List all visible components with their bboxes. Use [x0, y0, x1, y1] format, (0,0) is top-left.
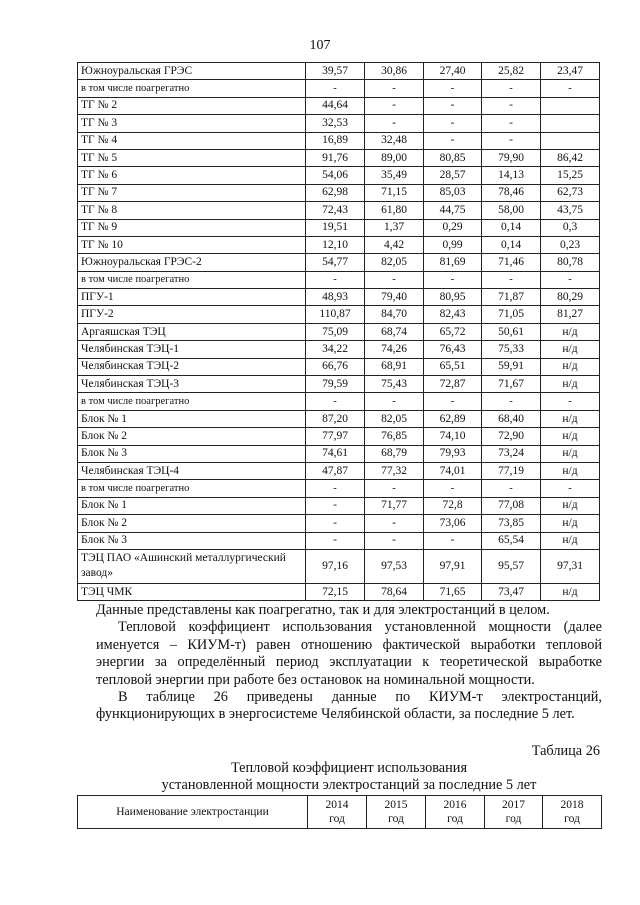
value-cell: - — [541, 271, 600, 288]
value-cell: 32,48 — [365, 132, 424, 149]
table-row — [78, 515, 600, 532]
station-name-cell: ТГ № 7 — [78, 184, 306, 201]
value-cell: 28,57 — [424, 167, 482, 184]
station-name-cell: ТГ № 10 — [78, 236, 306, 253]
table-row — [78, 358, 600, 375]
value-cell: 0,3 — [541, 219, 600, 236]
value-cell: 16,89 — [306, 132, 365, 149]
table-26-header-row — [78, 796, 602, 829]
value-cell: - — [424, 532, 482, 549]
value-cell: 39,57 — [306, 63, 365, 80]
value-cell: 54,77 — [306, 254, 365, 271]
value-cell: 71,65 — [424, 583, 482, 600]
value-cell: 19,51 — [306, 219, 365, 236]
value-cell: 77,08 — [482, 497, 541, 514]
value-cell: 71,87 — [482, 289, 541, 306]
value-cell: 95,57 — [482, 549, 541, 583]
page-number: 107 — [309, 38, 331, 53]
value-cell: 44,64 — [306, 97, 365, 114]
table-row — [78, 184, 600, 201]
value-cell: 75,43 — [365, 376, 424, 393]
value-cell: 68,40 — [482, 410, 541, 427]
station-name-cell: Блок № 3 — [78, 445, 306, 462]
value-cell: н/д — [541, 583, 600, 600]
value-cell: - — [482, 80, 541, 97]
table-row — [78, 63, 600, 80]
station-name-cell: Блок № 1 — [78, 410, 306, 427]
value-cell: - — [365, 97, 424, 114]
value-cell: - — [424, 132, 482, 149]
value-cell: 75,09 — [306, 323, 365, 340]
value-cell: - — [541, 480, 600, 497]
year-label: 2018 — [560, 799, 584, 811]
value-cell: - — [306, 497, 365, 514]
value-cell: 87,20 — [306, 410, 365, 427]
value-cell: 34,22 — [306, 341, 365, 358]
value-cell: 43,75 — [541, 202, 600, 219]
value-cell: - — [365, 480, 424, 497]
table-row — [78, 480, 600, 497]
station-name-cell: ТГ № 9 — [78, 219, 306, 236]
value-cell: 74,01 — [424, 462, 482, 479]
table-row — [78, 532, 600, 549]
value-cell: 71,46 — [482, 254, 541, 271]
value-cell: 59,91 — [482, 358, 541, 375]
value-cell: 68,91 — [365, 358, 424, 375]
station-name-cell: Аргаяшская ТЭЦ — [78, 323, 306, 340]
value-cell: 12,10 — [306, 236, 365, 253]
value-cell: - — [306, 80, 365, 97]
value-cell: 85,03 — [424, 184, 482, 201]
table-row — [78, 97, 600, 114]
header-year-cell — [367, 796, 426, 829]
value-cell: 71,77 — [365, 497, 424, 514]
value-cell: 61,80 — [365, 202, 424, 219]
station-name-cell: Блок № 2 — [78, 428, 306, 445]
value-cell: 62,89 — [424, 410, 482, 427]
table-row — [78, 219, 600, 236]
value-cell: н/д — [541, 428, 600, 445]
table-row — [78, 254, 600, 271]
unit-label: год — [388, 813, 404, 825]
value-cell: 97,53 — [365, 549, 424, 583]
station-name-cell: в том числе поагрегатно — [78, 480, 306, 497]
value-cell: 72,8 — [424, 497, 482, 514]
value-cell: - — [424, 480, 482, 497]
value-cell — [541, 115, 600, 132]
value-cell: н/д — [541, 376, 600, 393]
value-cell: 86,42 — [541, 149, 600, 166]
value-cell: 72,90 — [482, 428, 541, 445]
value-cell: 80,95 — [424, 289, 482, 306]
table-26-label: Таблица 26 — [531, 743, 600, 759]
year-label: 2017 — [502, 799, 525, 811]
value-cell: 0,99 — [424, 236, 482, 253]
unit-label: год — [564, 813, 580, 825]
value-cell: 97,91 — [424, 549, 482, 583]
value-cell: 82,43 — [424, 306, 482, 323]
value-cell: - — [306, 393, 365, 410]
value-cell: 74,61 — [306, 445, 365, 462]
value-cell: 0,14 — [482, 219, 541, 236]
unit-label: год — [447, 813, 463, 825]
station-name-cell: ТЭЦ ЧМК — [78, 583, 306, 600]
header-year-cell — [308, 796, 367, 829]
value-cell: 73,06 — [424, 515, 482, 532]
station-name-cell: Челябинская ТЭЦ-4 — [78, 462, 306, 479]
value-cell — [541, 132, 600, 149]
value-cell: 75,33 — [482, 341, 541, 358]
table-row — [78, 376, 600, 393]
value-cell: - — [482, 480, 541, 497]
value-cell: - — [424, 97, 482, 114]
table-26-title — [96, 760, 602, 795]
table-row — [78, 428, 600, 445]
station-name-cell: ТГ № 4 — [78, 132, 306, 149]
value-cell: 62,98 — [306, 184, 365, 201]
value-cell: 80,29 — [541, 289, 600, 306]
unit-label: год — [329, 813, 345, 825]
kium-table-body — [78, 63, 600, 601]
value-cell: 32,53 — [306, 115, 365, 132]
value-cell: - — [482, 97, 541, 114]
value-cell: 81,69 — [424, 254, 482, 271]
table-row — [78, 462, 600, 479]
value-cell: - — [365, 271, 424, 288]
value-cell: 72,15 — [306, 583, 365, 600]
value-cell: 47,87 — [306, 462, 365, 479]
value-cell: 30,86 — [365, 63, 424, 80]
value-cell: - — [365, 532, 424, 549]
table-26-title-line-1: Тепловой коэффициент использования — [230, 760, 468, 776]
station-name-cell: Блок № 2 — [78, 515, 306, 532]
value-cell: 44,75 — [424, 202, 482, 219]
value-cell: - — [482, 115, 541, 132]
value-cell: 91,76 — [306, 149, 365, 166]
value-cell: 0,23 — [541, 236, 600, 253]
value-cell: 62,73 — [541, 184, 600, 201]
value-cell: - — [365, 393, 424, 410]
value-cell: 65,72 — [424, 323, 482, 340]
value-cell: - — [541, 80, 600, 97]
value-cell: 79,59 — [306, 376, 365, 393]
value-cell: 71,05 — [482, 306, 541, 323]
table-row — [78, 271, 600, 288]
year-label: 2014 — [325, 799, 349, 811]
value-cell: - — [306, 271, 365, 288]
value-cell: - — [424, 80, 482, 97]
value-cell: 65,54 — [482, 532, 541, 549]
table-row — [78, 167, 600, 184]
value-cell: н/д — [541, 358, 600, 375]
value-cell: - — [424, 115, 482, 132]
year-label: 2015 — [384, 799, 408, 811]
table-row — [78, 149, 600, 166]
table-row — [78, 583, 600, 600]
value-cell: 82,05 — [365, 410, 424, 427]
station-name-cell: Челябинская ТЭЦ-1 — [78, 341, 306, 358]
table-row — [78, 202, 600, 219]
value-cell: - — [482, 271, 541, 288]
table-26 — [77, 795, 602, 829]
value-cell: 54,06 — [306, 167, 365, 184]
value-cell: 68,74 — [365, 323, 424, 340]
value-cell: - — [482, 393, 541, 410]
value-cell: н/д — [541, 462, 600, 479]
station-name-cell: ТГ № 8 — [78, 202, 306, 219]
table-row — [78, 341, 600, 358]
paragraph-2: Тепловой коэффициент использования установленной мощности (далее именуется – КИУМ-т) равен отношению фактической выработки тепловой энергии за определённый период эксплуатации к теоретической выработке тепловой энергии при работе без остановок на номинальной мощности. — [96, 619, 602, 688]
header-year-cell — [543, 796, 602, 829]
value-cell: 78,64 — [365, 583, 424, 600]
table-row — [78, 323, 600, 340]
value-cell: 82,05 — [365, 254, 424, 271]
table-row — [78, 445, 600, 462]
value-cell: н/д — [541, 515, 600, 532]
value-cell: 0,14 — [482, 236, 541, 253]
value-cell: 74,26 — [365, 341, 424, 358]
value-cell: 48,93 — [306, 289, 365, 306]
header-year-cell — [426, 796, 485, 829]
value-cell: 66,76 — [306, 358, 365, 375]
station-name-cell: в том числе поагрегатно — [78, 271, 306, 288]
value-cell: н/д — [541, 323, 600, 340]
table-row — [78, 132, 600, 149]
station-name-cell: Блок № 1 — [78, 497, 306, 514]
value-cell: 79,90 — [482, 149, 541, 166]
value-cell: 97,16 — [306, 549, 365, 583]
value-cell: 80,85 — [424, 149, 482, 166]
value-cell: - — [306, 480, 365, 497]
value-cell: 1,37 — [365, 219, 424, 236]
table-row — [78, 289, 600, 306]
value-cell: н/д — [541, 341, 600, 358]
value-cell: 50,61 — [482, 323, 541, 340]
value-cell: 0,29 — [424, 219, 482, 236]
value-cell: 71,15 — [365, 184, 424, 201]
value-cell: - — [365, 515, 424, 532]
value-cell: 80,78 — [541, 254, 600, 271]
value-cell: - — [365, 80, 424, 97]
value-cell: 77,97 — [306, 428, 365, 445]
value-cell: 79,93 — [424, 445, 482, 462]
station-name-cell: ТГ № 6 — [78, 167, 306, 184]
value-cell: - — [482, 132, 541, 149]
value-cell: н/д — [541, 497, 600, 514]
station-name-cell: Челябинская ТЭЦ-3 — [78, 376, 306, 393]
header-year-cell — [485, 796, 543, 829]
table-row — [78, 549, 600, 583]
station-name-cell: Южноуральская ГРЭС — [78, 63, 306, 80]
paragraph-3: В таблице 26 приведены данные по КИУМ-т электростанций, функционирующих в энергосистеме Челябинской области, за последние 5 лет. — [96, 689, 602, 723]
station-name-cell: ТГ № 2 — [78, 97, 306, 114]
station-name-cell: ПГУ-1 — [78, 289, 306, 306]
value-cell: 73,47 — [482, 583, 541, 600]
value-cell: 23,47 — [541, 63, 600, 80]
body-text — [96, 602, 602, 724]
value-cell: - — [306, 515, 365, 532]
value-cell: 84,70 — [365, 306, 424, 323]
station-name-cell: в том числе поагрегатно — [78, 393, 306, 410]
value-cell: 71,67 — [482, 376, 541, 393]
value-cell: - — [306, 532, 365, 549]
table-row — [78, 410, 600, 427]
table-26-title-line-2: установленной мощности электростанций за последние 5 лет — [161, 777, 537, 794]
table-row — [78, 80, 600, 97]
value-cell — [541, 97, 600, 114]
kium-table-continued — [77, 62, 600, 601]
value-cell: 81,27 — [541, 306, 600, 323]
value-cell: 73,24 — [482, 445, 541, 462]
value-cell: 76,43 — [424, 341, 482, 358]
station-name-cell: ПГУ-2 — [78, 306, 306, 323]
value-cell: н/д — [541, 532, 600, 549]
station-name-cell: ТЭЦ ПАО «Ашинский металлургический завод» — [78, 549, 306, 583]
value-cell: 110,87 — [306, 306, 365, 323]
station-name-cell: ТГ № 5 — [78, 149, 306, 166]
value-cell: - — [424, 393, 482, 410]
value-cell: 65,51 — [424, 358, 482, 375]
value-cell: - — [541, 393, 600, 410]
value-cell: 72,87 — [424, 376, 482, 393]
station-name-cell: Блок № 3 — [78, 532, 306, 549]
value-cell: н/д — [541, 445, 600, 462]
value-cell: 76,85 — [365, 428, 424, 445]
value-cell: 27,40 — [424, 63, 482, 80]
paragraph-1: Данные представлены как поагрегатно, так и для электростанций в целом. — [96, 602, 550, 618]
value-cell: 25,82 — [482, 63, 541, 80]
value-cell: 4,42 — [365, 236, 424, 253]
table-row — [78, 497, 600, 514]
year-label: 2016 — [443, 799, 467, 811]
table-row — [78, 393, 600, 410]
value-cell: 58,00 — [482, 202, 541, 219]
value-cell: 78,46 — [482, 184, 541, 201]
table-row — [78, 115, 600, 132]
value-cell: - — [365, 115, 424, 132]
station-name-cell: Южноуральская ГРЭС-2 — [78, 254, 306, 271]
value-cell: н/д — [541, 410, 600, 427]
station-name-cell: ТГ № 3 — [78, 115, 306, 132]
unit-label: год — [505, 813, 522, 825]
value-cell: 77,32 — [365, 462, 424, 479]
value-cell: 35,49 — [365, 167, 424, 184]
value-cell: 77,19 — [482, 462, 541, 479]
value-cell: 74,10 — [424, 428, 482, 445]
value-cell: 14,13 — [482, 167, 541, 184]
value-cell: - — [424, 271, 482, 288]
value-cell: 89,00 — [365, 149, 424, 166]
station-name-cell: Челябинская ТЭЦ-2 — [78, 358, 306, 375]
header-name-cell: Наименование электростанции — [78, 796, 308, 829]
table-row — [78, 236, 600, 253]
value-cell: 97,31 — [541, 549, 600, 583]
value-cell: 79,40 — [365, 289, 424, 306]
value-cell: 72,43 — [306, 202, 365, 219]
table-row — [78, 306, 600, 323]
station-name-cell: в том числе поагрегатно — [78, 80, 306, 97]
value-cell: 68,79 — [365, 445, 424, 462]
value-cell: 15,25 — [541, 167, 600, 184]
value-cell: 73,85 — [482, 515, 541, 532]
